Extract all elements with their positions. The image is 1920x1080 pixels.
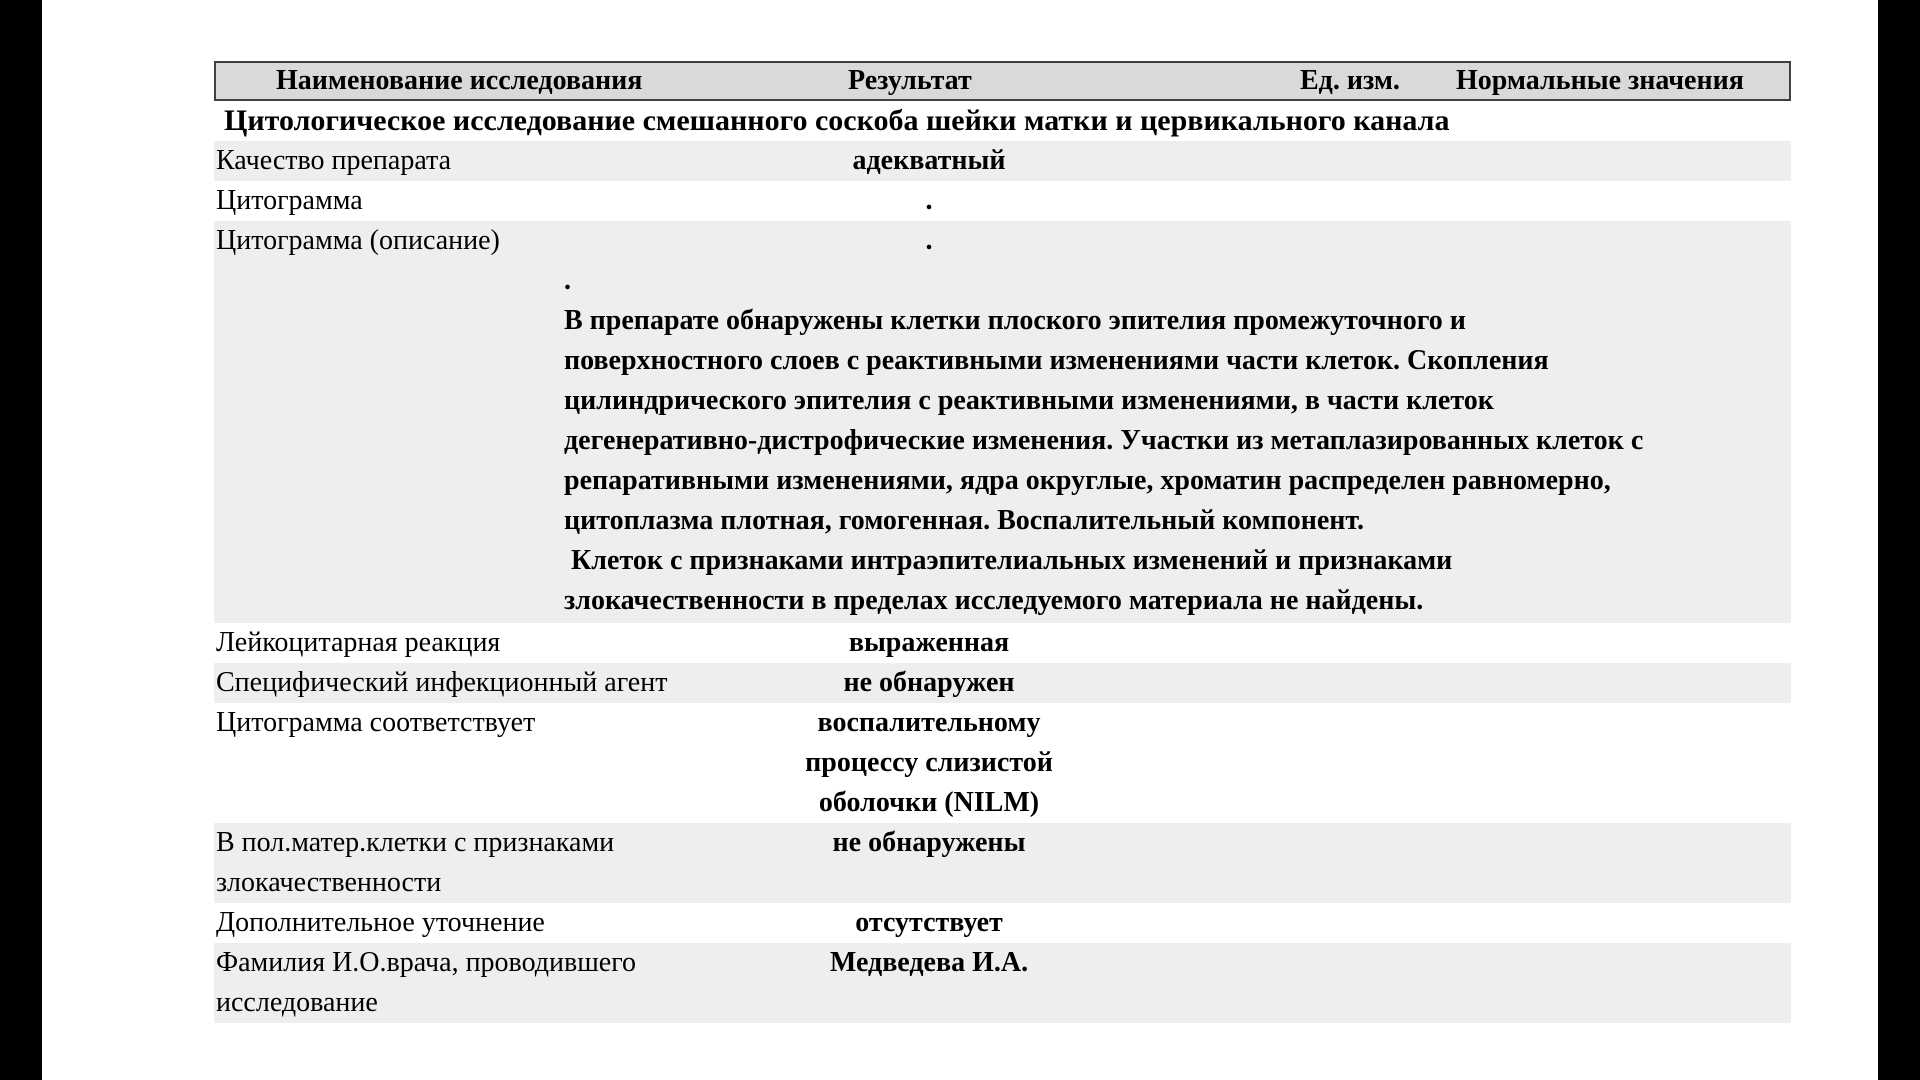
- table-row: [214, 703, 1791, 823]
- row-value: отсутствует: [855, 907, 1003, 938]
- description-line: репаративными изменениями, ядра округлые, хроматин распределен равномерно,: [564, 465, 1611, 496]
- description-line: цитоплазма плотная, гомогенная. Воспалительный компонент.: [564, 505, 1365, 536]
- row-value: адекватный: [852, 145, 1006, 176]
- row-name: Качество препарата: [216, 145, 452, 176]
- doctor-name: Медведева И.А.: [829, 947, 1029, 978]
- name-line: Фамилия И.О.врача, проводившего: [216, 947, 636, 978]
- description-line: дегенеративно-дистрофические изменения. Участки из метаплазированных клеток с: [564, 425, 1644, 456]
- description-line: злокачественности в пределах исследуемого материала не найдены.: [564, 585, 1424, 616]
- header-unit: Ед. изм.: [1300, 65, 1400, 96]
- row-name: Лейкоцитарная реакция: [216, 627, 501, 658]
- row-name: [214, 823, 734, 903]
- row-name: Специфический инфекционный агент: [216, 667, 668, 698]
- value-line: оболочки (NILM): [818, 787, 1040, 818]
- row-name: [214, 943, 734, 1023]
- row-value: [734, 703, 1124, 823]
- row-value: не обнаружены: [832, 827, 1026, 858]
- name-line: исследование: [216, 987, 378, 1018]
- description-line: В препарате обнаружены клетки плоского эпителия промежуточного и: [564, 305, 1466, 336]
- table-row: [214, 943, 1791, 1023]
- lab-report: [214, 61, 1791, 1023]
- value-line: процессу слизистой: [805, 747, 1053, 778]
- description-line: поверхностного слоев с реактивными изменениями части клеток. Скопления: [564, 345, 1549, 376]
- row-value: .: [925, 225, 933, 256]
- cytogram-description: [564, 261, 1774, 621]
- name-line: злокачественности: [216, 867, 442, 898]
- row-value: не обнаружен: [843, 667, 1015, 698]
- row-name: Цитограмма: [216, 185, 363, 216]
- header-norm: Нормальные значения: [1456, 65, 1744, 96]
- description-line: Клеток с признаками интраэпителиальных изменений и признаками: [564, 545, 1453, 576]
- row-value: выраженная: [848, 627, 1010, 658]
- row-value: .: [925, 185, 933, 216]
- table-header: [214, 61, 1791, 101]
- row-name: Цитограмма соответствует: [216, 707, 536, 738]
- row-name: Дополнительное уточнение: [216, 907, 545, 938]
- table-row: [214, 823, 1791, 903]
- table-row: [214, 623, 1791, 663]
- section-title: Цитологическое исследование смешанного соскоба шейки матки и цервикального канала: [224, 104, 1450, 137]
- table-row: [214, 181, 1791, 221]
- value-line: воспалительному: [817, 707, 1041, 738]
- row-name: Цитограмма (описание): [216, 225, 500, 256]
- header-name: Наименование исследования: [276, 65, 643, 96]
- description-row: [214, 221, 1791, 623]
- header-result: Результат: [848, 65, 972, 96]
- table-row: [214, 141, 1791, 181]
- description-dot: .: [564, 265, 571, 296]
- table-row: [214, 903, 1791, 943]
- name-line: В пол.матер.клетки с признаками: [216, 827, 615, 858]
- description-line: цилиндрического эпителия с реактивными изменениями, в части клеток: [564, 385, 1494, 416]
- table-row: [214, 663, 1791, 703]
- document-page: [42, 0, 1878, 1080]
